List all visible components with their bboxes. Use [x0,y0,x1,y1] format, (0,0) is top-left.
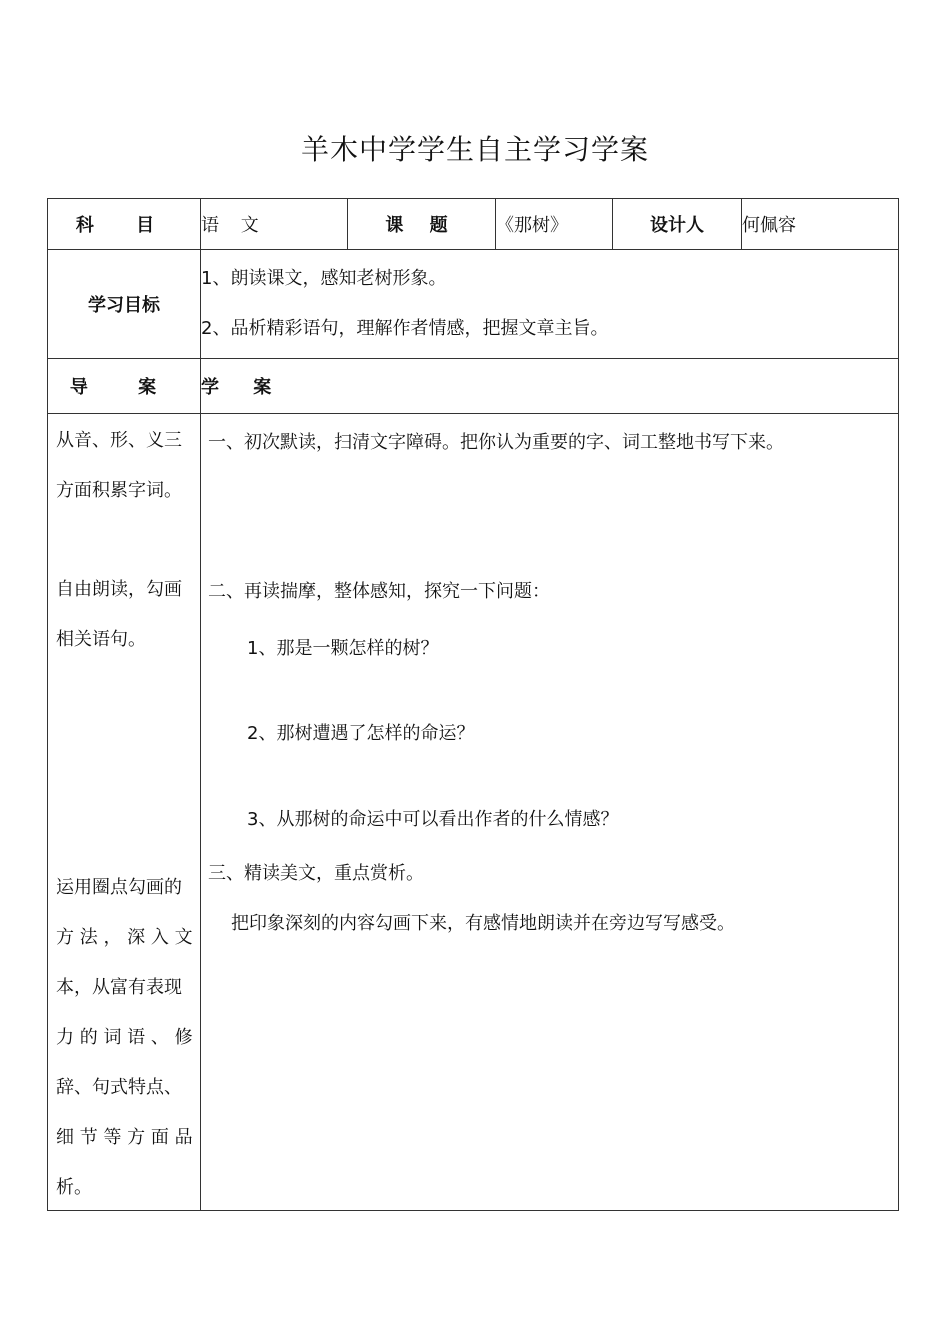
study-column [201,414,899,1211]
guide-header: 导 案 [48,359,201,414]
guide-note-analysis: 运用圈点勾画的 方 法 ， 深 入 文 本，从富有表现 力 的 词 语 、 修 辞、句式特点、 细 节 等 方 面 品 析。 [56,877,193,1198]
page-title: 羊木中学学生自主学习学案 [300,133,649,166]
goals-row [48,250,899,359]
goal-item: 2、品析精彩语句，理解作者情感，把握文章主旨。 [201,318,609,339]
topic-label: 课 题 [348,199,496,250]
subject-value: 语 文 [201,199,348,250]
designer-label: 设计人 [613,199,742,250]
topic-value: 《那树》 [496,199,613,250]
content-row [48,414,899,1211]
designer-value: 何佩容 [742,199,899,250]
goals-list [201,250,899,359]
guide-note-vocabulary: 从音、形、义三 方面积累字词。 [56,430,182,501]
goal-item: 1、朗读课文，感知老树形象。 [201,268,447,289]
section-header-row [48,359,899,414]
study-question-3: 3、从那树的命运中可以看出作者的什么情感？ [247,809,619,830]
study-step-2: 二、再读揣摩，整体感知，探究一下问题： [208,581,550,602]
study-step-3: 三、精读美文，重点赏析。 [208,863,424,884]
lesson-plan-table [47,198,899,1211]
goals-label: 学习目标 [48,250,201,359]
guide-note-reading: 自由朗读，勾画 相关语句。 [56,579,182,650]
study-question-2: 2、那树遭遇了怎样的命运？ [247,723,475,744]
subject-label: 科 目 [48,199,201,250]
study-step-3-detail: 把印象深刻的内容勾画下来，有感情地朗读并在旁边写写感受。 [231,913,735,934]
guide-column [48,414,201,1211]
study-header: 学 案 [201,359,899,414]
study-step-1: 一、初次默读，扫清文字障碍。把你认为重要的字、词工整地书写下来。 [208,432,784,453]
study-question-1: 1、那是一颗怎样的树？ [247,638,439,659]
header-row [48,199,899,250]
